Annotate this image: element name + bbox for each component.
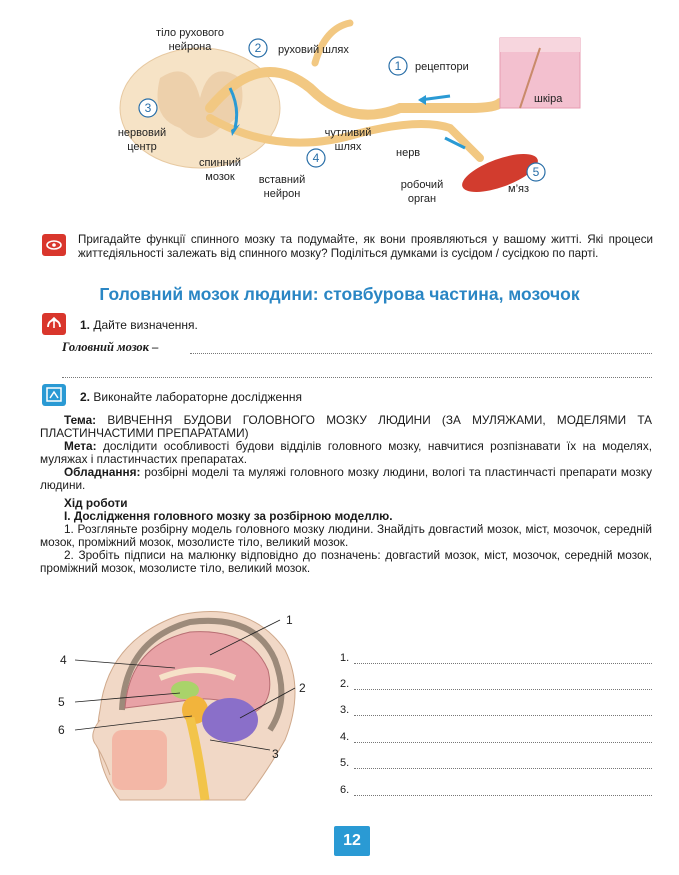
- svg-text:2: 2: [254, 41, 262, 55]
- label-sensory-path-1: чутливий: [324, 127, 372, 139]
- answer-row-1[interactable]: 1.: [340, 652, 652, 666]
- task-2-number: 2.: [80, 390, 91, 404]
- svg-text:1: 1: [394, 59, 402, 73]
- label-muscle: м’яз: [508, 183, 530, 195]
- marker-4: [307, 149, 325, 167]
- part1-heading: І. Дослідження головного мозку за розбірною моделлю.: [64, 509, 393, 523]
- label-skin: шкіра: [534, 93, 563, 105]
- marker-3: [139, 99, 157, 117]
- label-sensory-path-2: шлях: [334, 141, 362, 153]
- discussion-icon: [42, 234, 66, 256]
- label-nerve-center-2: центр: [127, 141, 157, 153]
- callout-4: 4: [60, 653, 67, 667]
- task-1-text: Дайте визначення.: [93, 318, 198, 332]
- marker-1: [389, 57, 407, 75]
- svg-text:5: 5: [532, 165, 540, 179]
- intro-text: Пригадайте функції спинного мозку та подумайте, як вони проявляються у вашому житті. Які процеси життєдіяльності залежать від спинного мозку? Поділіться думками із сусідом / сусідкою по парті.: [78, 233, 653, 260]
- task-2: [80, 390, 302, 404]
- label-receptors: рецептори: [415, 61, 469, 73]
- lab-description: [40, 414, 652, 575]
- lab-icon: [42, 384, 66, 406]
- page-number: 12: [334, 826, 370, 856]
- callout-6: 6: [58, 723, 65, 737]
- callout-5: 5: [58, 695, 65, 709]
- svg-text:вставнийнейрон: [259, 174, 305, 200]
- label-nerve-center-1: нервовий: [117, 127, 167, 139]
- definition-icon: [42, 313, 66, 335]
- answer-row-6[interactable]: 6.: [340, 784, 652, 798]
- label-interneuron-2: нейрон: [263, 188, 301, 200]
- brain-sagittal-figure: [50, 600, 320, 805]
- term-label: Головний мозок –: [62, 340, 159, 354]
- label-interneuron-1: вставний: [258, 174, 306, 186]
- lab-goal: Мета: дослідити особливості будови відділів головного мозку, навчитися розпізнавати їх на моделях, муляжах і пластинчастих препаратах.: [40, 439, 652, 466]
- answer-row-2[interactable]: 2.: [340, 678, 652, 692]
- label-working-organ-2: орган: [407, 193, 437, 205]
- lab-step-1: 1. Розгляньте розбірну модель головного мозку людини. Знайдіть довгастий мозок, міст, мозочок, середній мозок, проміжний мозок, мозолисте тіло, великий мозок.: [40, 522, 652, 549]
- label-nerve: нерв: [396, 147, 421, 159]
- marker-2: [249, 39, 267, 57]
- answer-row-3[interactable]: 3.: [340, 704, 652, 718]
- answer-row-4[interactable]: 4.: [340, 731, 652, 745]
- lab-equipment: Обладнання: розбірні моделі та муляжі головного мозку людини, вологі та пластинчасті препарати мозку людини.: [40, 465, 652, 492]
- svg-text:3: 3: [144, 101, 152, 115]
- callout-1: 1: [286, 613, 293, 627]
- definition-line-2[interactable]: [62, 376, 652, 378]
- label-working-organ-1: робочий: [400, 179, 444, 191]
- svg-text:спинниймозок: [199, 157, 241, 183]
- label-motor-neuron-body-1: тіло рухового: [156, 27, 224, 39]
- callout-2: 2: [299, 681, 306, 695]
- procedure-heading: Хід роботи: [64, 496, 128, 510]
- task-1: [80, 318, 198, 332]
- answer-row-5[interactable]: 5.: [340, 757, 652, 771]
- marker-5: [527, 163, 545, 181]
- reflex-arc-figure: [100, 8, 600, 208]
- lab-step-2: 2. Зробіть підписи на малюнку відповідно до позначень: довгастий мозок, міст, мозочок, середній мозок, проміжний мозок, мозолисте тіло, великий мозок.: [40, 548, 652, 575]
- section-title: Головний мозок людини: стовбурова частина, мозочок: [99, 284, 580, 304]
- definition-line-1[interactable]: [190, 352, 652, 354]
- label-spinal-cord-1: спинний: [198, 157, 242, 169]
- cerebellum: [202, 698, 258, 742]
- label-spinal-cord-2: мозок: [205, 171, 235, 183]
- task-1-number: 1.: [80, 318, 91, 332]
- callout-3: 3: [272, 747, 279, 761]
- lab-topic: Тема: ВИВЧЕННЯ БУДОВИ ГОЛОВНОГО МОЗКУ ЛЮДИНИ (ЗА МУЛЯЖАМИ, МОДЕЛЯМИ ТА ПЛАСТИНЧАСТИМИ ПРЕПАРАТАМИ): [40, 413, 653, 440]
- label-motor-path: руховий шлях: [278, 44, 349, 56]
- svg-text:робочийорган: [401, 179, 443, 205]
- label-motor-neuron-body-2: нейрона: [168, 41, 212, 53]
- task-2-text: Виконайте лабораторне дослідження: [93, 390, 302, 404]
- svg-text:4: 4: [312, 151, 320, 165]
